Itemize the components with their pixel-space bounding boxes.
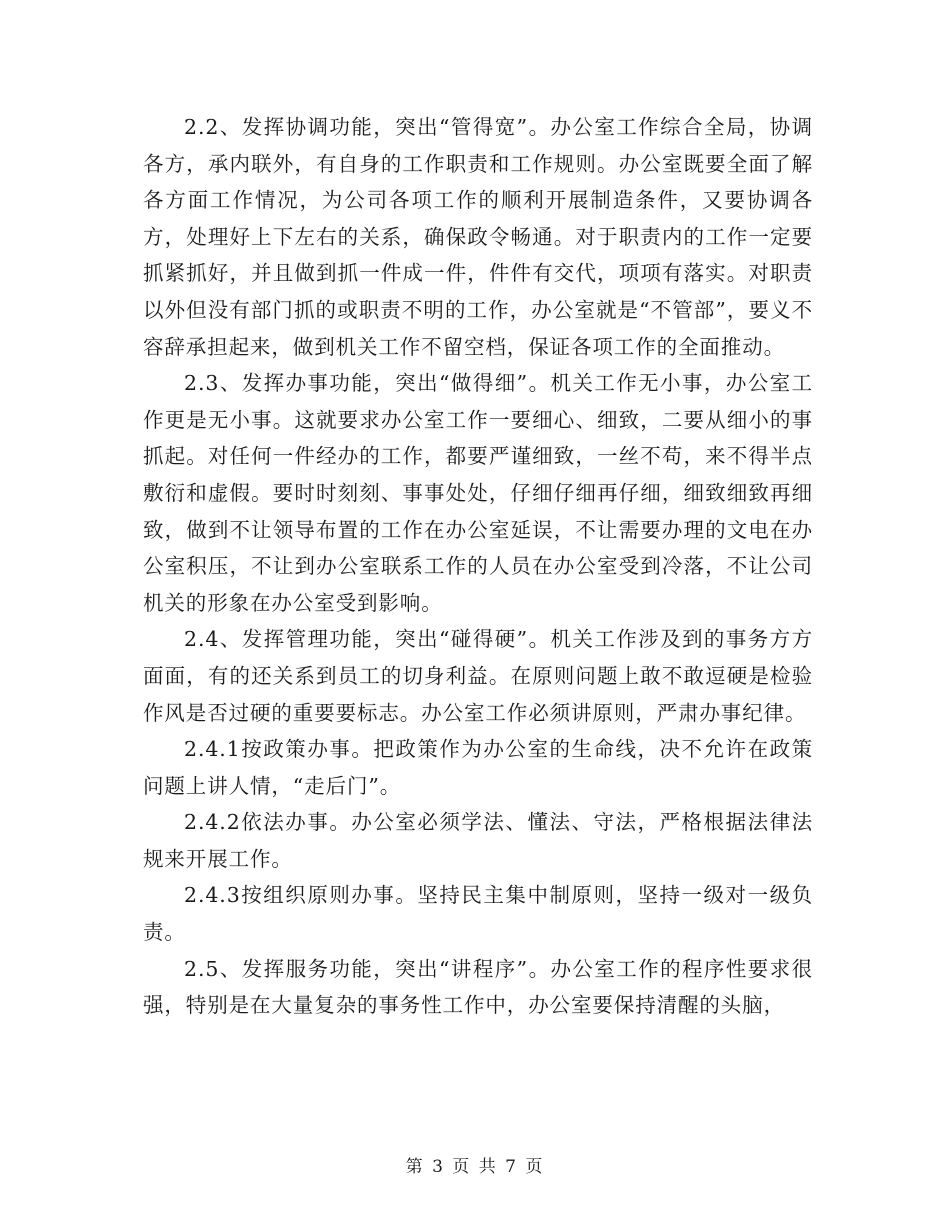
document-body xyxy=(143,109,813,1024)
paragraph-2-4-1: 2.4.1按政策办事。把政策作为办公室的生命线，决不允许在政策问题上讲人情，“走后门”。 xyxy=(143,737,813,798)
paragraph-2-3: 2.3、发挥办事功能，突出“做得细”。机关工作无小事，办公室工作更是无小事。这就要求办公室工作一要细心、细致，二要从细小的事抓起。对任何一件经办的工作，都要严谨细致，一丝不苟，来不得半点敷衍和虚假。要时时刻刻、事事处处，仔细仔细再仔细，细致细致再细致，做到不让领导布置的工作在办公室延误，不让需要办理的文电在办公室积压，不让到办公室联系工作的人员在办公室受到冷落，不让公司机关的形象在办公室受到影响。 xyxy=(143,371,813,615)
paragraph-2-4-3: 2.4.3按组织原则办事。坚持民主集中制原则，坚持一级对一级负责。 xyxy=(143,883,813,945)
paragraph-2-4-2: 2.4.2依法办事。办公室必须学法、懂法、守法，严格根据法律法规来开展工作。 xyxy=(143,810,813,871)
page-number-footer: 第 3 页 共 7 页 xyxy=(405,1157,545,1177)
paragraph-2-2: 2.2、发挥协调功能，突出“管得宽”。办公室工作综合全局，协调各方，承内联外，有自身的工作职责和工作规则。办公室既要全面了解各方面工作情况，为公司各项工作的顺利开展制造条件，又要协调各方，处理好上下左右的关系，确保政令畅通。对于职责内的工作一定要抓紧抓好，并且做到抓一件成一件，件件有交代，项项有落实。对职责以外但没有部门抓的或职责不明的工作，办公室就是“不管部”，要义不容辞承担起来，做到机关工作不留空档，保证各项工作的全面推动。 xyxy=(143,115,813,359)
paragraph-2-5: 2.5、发挥服务功能，突出“讲程序”。办公室工作的程序性要求很强，特别是在大量复杂的事务性工作中，办公室要保持清醒的头脑， xyxy=(143,956,813,1018)
paragraph-2-4: 2.4、发挥管理功能，突出“碰得硬”。机关工作涉及到的事务方方面面，有的还关系到员工的切身利益。在原则问题上敢不敢逗硬是检验作风是否过硬的重要要标志。办公室工作必须讲原则，严肃办事纪律。 xyxy=(143,627,813,725)
